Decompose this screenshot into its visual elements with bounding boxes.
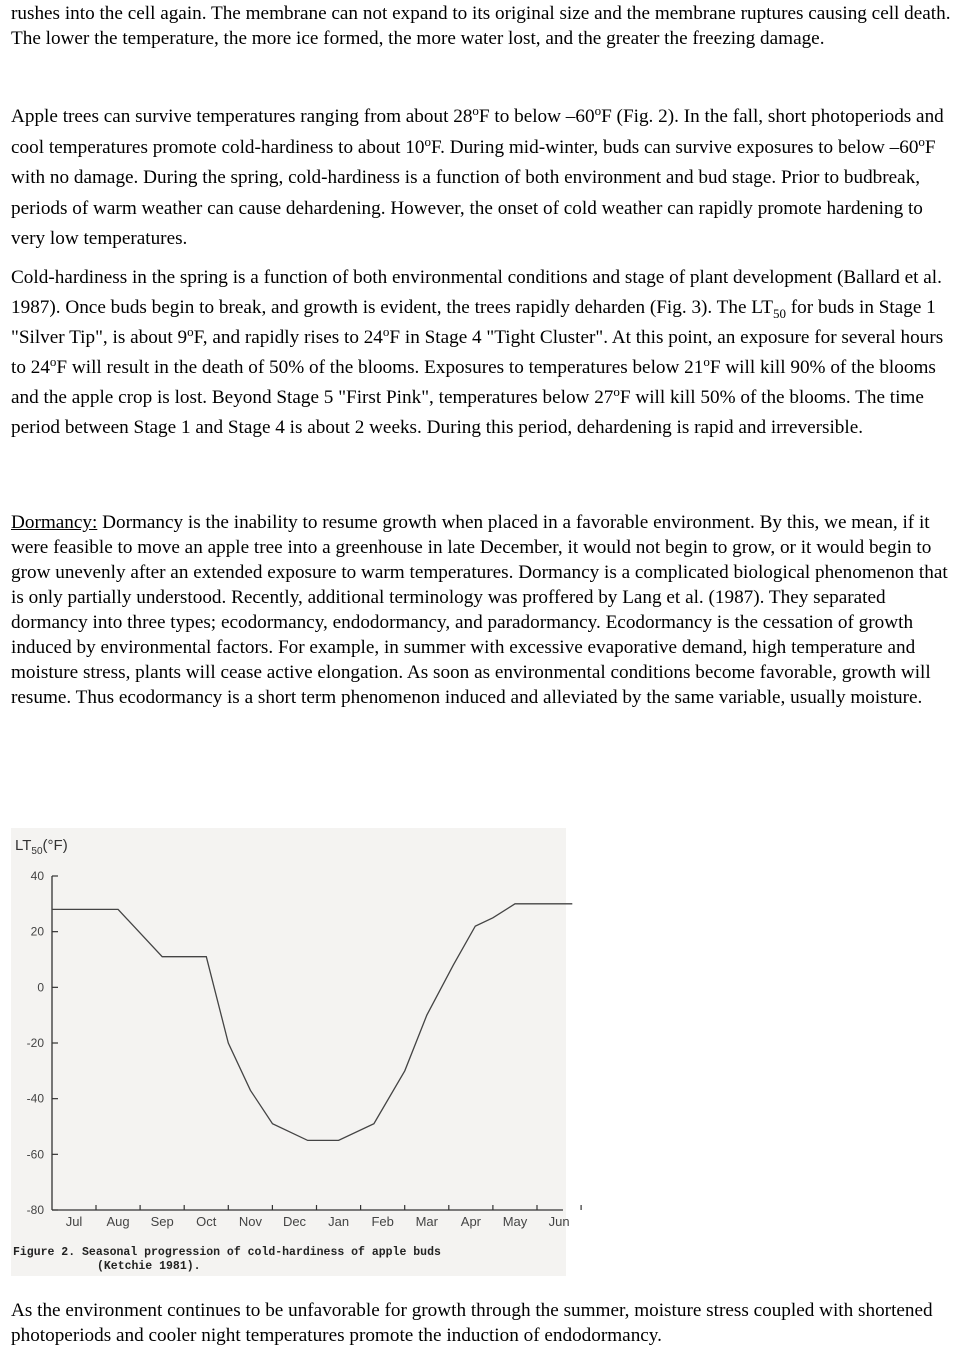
- paragraph-spring-hardiness: Cold-hardiness in the spring is a function of both environmental conditions and stage of plant development (Ballard et al. 1987). Once buds begin to break, and growth is evident, the trees rapidly deharden (Fig. 3). The $LT_{50}$ for buds in Stage 1 "Silver Tip", is about 9$^o$F, and rapidly rises to 24$^o$F in Stage 4 "Tight Cluster". At this point, an exposure for several hours to 24$^o$F will result in the death of 50% of the blooms. Exposures to temperatures below 21$^o$F will kill 90% of the blooms and the apple crop is lost. Beyond Stage 5 "First Pink", temperatures below 27$^o$F will kill 50% of the blooms. The time period between Stage 1 and Stage 4 is about 2 weeks. During this period, dehardening is rapid and irreversible.: [11, 267, 944, 438]
- y-ticks: [27, 869, 58, 1217]
- y-tick-label: 0: [37, 980, 44, 995]
- x-tick-label: Mar: [415, 1214, 438, 1229]
- x-tick-label: Sep: [150, 1214, 174, 1229]
- degree-mark: o: [424, 133, 431, 149]
- x-tick-label: May: [502, 1214, 528, 1229]
- degree-mark: o: [49, 354, 57, 369]
- degree-mark: o: [703, 354, 710, 369]
- paragraph-freezing-damage: rushes into the cell again. The membrane can not expand to its original size and the membrane ruptures causing cell death. The lower the temperature, the more ice formed, the more water lost, and the greater the freezing damage.: [11, 3, 951, 49]
- degree-mark: o: [918, 133, 925, 149]
- paragraph-dormancy: Dormancy: Dormancy is the inability to resume growth when placed in a favorable environment. By this, we mean, if it were feasible to move an apple tree into a greenhouse in late December, it would not begin to grow, or it would begin to grow unevenly after an extended exposure to warm temperatures. Dormancy is a complicated biological phenomenon that is only partially understood. Recently, additional terminology was proffered by Lang et al. (1987). They separated dormancy into three types; ecodormancy, endodormancy, and paradormancy. Ecodormancy is the cessation of growth induced by environmental factors. For example, in summer with excessive evaporative demand, high temperature and moisture stress, plants will cease active elongation. As soon as environmental conditions become favorable, growth will resume. Thus ecodormancy is a short term phenomenon induced and alleviated by the same variable, usually moisture.: [11, 512, 948, 708]
- y-tick-label: -40: [26, 1091, 44, 1106]
- degree-mark: o: [594, 103, 602, 118]
- x-ticks: [66, 1205, 581, 1229]
- x-tick-label: Nov: [238, 1214, 262, 1229]
- chart-svg: [11, 828, 570, 1276]
- y-tick-label: 20: [30, 924, 44, 939]
- x-tick-label: Apr: [460, 1214, 482, 1229]
- paragraph-endodormancy: As the environment continues to be unfavorable for growth through the summer, moisture stress coupled with shortened photoperiods and cooler night temperatures promote the induction of endodormancy.: [11, 1300, 933, 1346]
- figure-2-chart: [11, 828, 570, 1276]
- lt-subscript: 50: [772, 306, 786, 321]
- x-tick-label: Jan: [328, 1214, 350, 1229]
- x-tick-label: Dec: [282, 1214, 307, 1229]
- figure-caption-line2: (Ketchie 1981).: [97, 1260, 201, 1273]
- x-tick-label: Jun: [548, 1214, 570, 1229]
- y-tick-label: -20: [26, 1036, 44, 1050]
- degree-mark: o: [613, 384, 620, 399]
- x-tick-label: Oct: [196, 1214, 217, 1229]
- degree-mark: o: [472, 103, 479, 118]
- y-tick-label: 40: [30, 869, 44, 883]
- figure-caption-line1: Figure 2. Seasonal progression of cold-hardiness of apple buds: [13, 1246, 441, 1259]
- dormancy-heading: Dormancy:: [11, 512, 98, 533]
- y-tick-label: -80: [26, 1203, 44, 1217]
- degree-mark: o: [187, 324, 194, 339]
- x-tick-label: Feb: [371, 1214, 394, 1229]
- series-line-lt50: [52, 904, 572, 1141]
- y-axis-label: $LT_{50}(^\circ F)$: [15, 837, 68, 857]
- x-tick-label: Aug: [106, 1214, 130, 1229]
- y-tick-label: -60: [26, 1147, 44, 1162]
- paragraph-apple-cold-tolerance: Apple trees can survive temperatures ranging from about 28$^o$F to below –60$^o$F (Fig. 2). In the fall, short photoperiods and cool temperatures promote cold-hardiness to about 10$^o$F. During mid-winter, buds can survive exposures to below –60$^o$F with no damage. During the spring, cold-hardiness is a function of both environment and bud stage. Prior to budbreak, periods of warm weather can cause dehardening. However, the onset of cold weather can rapidly promote hardening to very low temperatures.: [11, 103, 944, 249]
- degree-mark: o: [382, 324, 390, 339]
- x-tick-label: Jul: [65, 1214, 83, 1229]
